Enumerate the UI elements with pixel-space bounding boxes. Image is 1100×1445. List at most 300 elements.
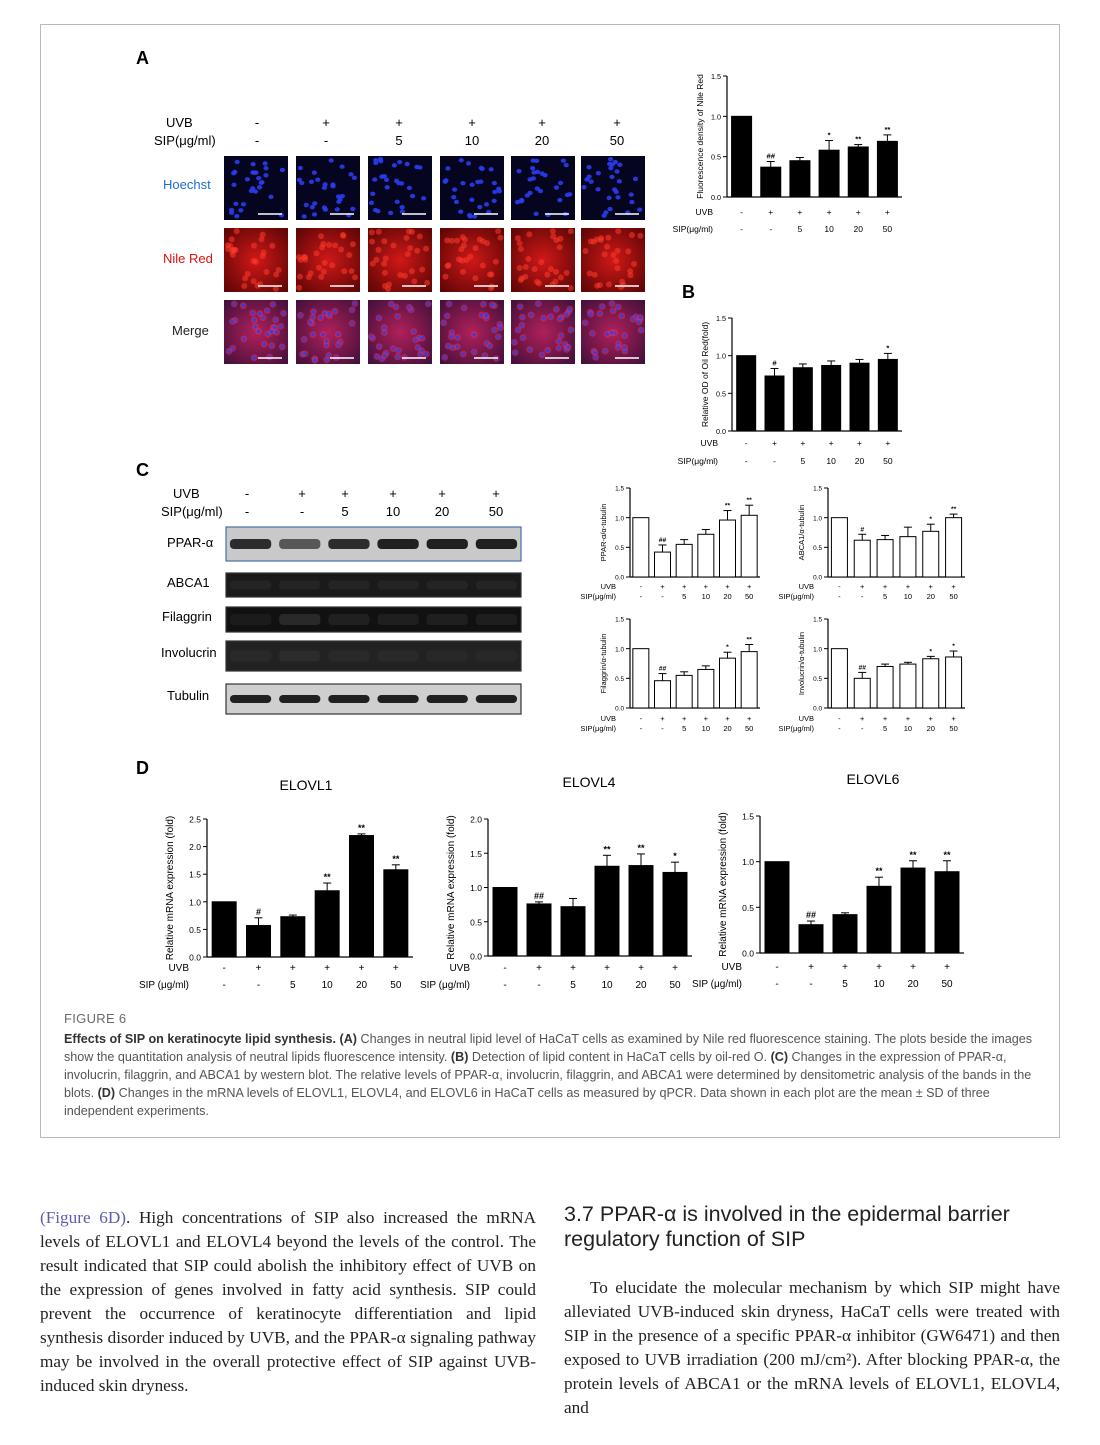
- bar: [629, 866, 653, 956]
- caption-tag-c: (C): [770, 1050, 789, 1064]
- uvb-sign: +: [928, 582, 933, 591]
- blot-band: [377, 581, 418, 590]
- uvb-row-label: UVB: [700, 438, 718, 448]
- sip-dose: 50: [744, 592, 754, 601]
- blot-band: [427, 539, 468, 549]
- uvb-row-label: UVB: [600, 714, 616, 723]
- sip-dose: -: [775, 979, 779, 990]
- sip-dose: 50: [390, 980, 402, 991]
- micrograph-tile: [440, 300, 504, 364]
- micrograph-tile: [511, 228, 575, 292]
- bar: [720, 520, 736, 577]
- micrograph-tile: [440, 156, 504, 220]
- sip-dose: 5: [341, 504, 349, 519]
- sip-dose: -: [639, 724, 643, 733]
- y-axis-label: Filaggrin/α-tubulin: [599, 633, 608, 694]
- micrograph-tile: [511, 300, 575, 364]
- y-tick-label: 0.0: [470, 951, 482, 962]
- uvb-sign: -: [775, 962, 779, 973]
- y-tick-label: 0.0: [813, 705, 822, 713]
- significance-mark: **: [323, 872, 331, 883]
- bar: [765, 862, 789, 953]
- sip-dose: -: [254, 133, 260, 148]
- y-axis-label: Involucrin/α-tubulin: [797, 631, 806, 696]
- significance-mark: **: [943, 849, 951, 860]
- significance-mark: **: [603, 844, 611, 855]
- blot-band: [377, 539, 418, 549]
- y-tick-label: 1.5: [470, 848, 482, 859]
- sip-dose: 50: [488, 504, 504, 519]
- stain-label-hoechst: Hoechst: [163, 177, 211, 192]
- right-paragraph: To elucidate the molecular mechanism by which SIP might have alleviated UVB-induced skin dryness, HaCaT cells were treated with SIP in the presence of a specific PPAR-α inhibitor (GW6471) and then exposed to UVB irradiation (200 mJ/cm²). After blocking PPAR-α, the protein levels of ABCA1 or the mRNA levels of ELOVL1, ELOVL4, and: [564, 1278, 1060, 1417]
- y-tick-label: 1.5: [710, 71, 721, 81]
- bar-chart-c3: [580, 617, 760, 733]
- significance-mark: **: [637, 842, 645, 853]
- bar: [900, 664, 916, 708]
- uvb-sign: +: [322, 115, 330, 130]
- bar: [663, 872, 687, 956]
- significance-mark: *: [726, 644, 729, 652]
- y-axis-label: Relative mRNA expression (fold): [165, 815, 176, 961]
- sip-dose: -: [861, 724, 864, 733]
- band-label-tubulin: Tubulin: [167, 688, 210, 703]
- uvb-sign: -: [639, 714, 643, 723]
- y-tick-label: 2.0: [189, 842, 201, 853]
- y-tick-label: 1.5: [615, 616, 624, 624]
- figure-6d-link[interactable]: (Figure 6D): [40, 1208, 126, 1227]
- band-label-ppar: PPAR-α: [167, 535, 214, 550]
- figure-6: [40, 24, 1058, 1014]
- y-tick-label: 0.0: [813, 574, 822, 582]
- bar: [561, 907, 585, 956]
- uvb-sign: +: [882, 714, 888, 723]
- bar: [720, 658, 736, 708]
- uvb-sign: +: [703, 714, 709, 723]
- y-tick-label: 0.5: [710, 152, 721, 162]
- bar: [923, 659, 939, 708]
- caption-tag-a: (A): [339, 1032, 357, 1046]
- bar: [633, 649, 649, 708]
- blot-band: [328, 614, 369, 625]
- sip-dose: 10: [824, 224, 834, 234]
- uvb-sign: +: [772, 438, 777, 448]
- uvb-sign: -: [838, 714, 841, 723]
- sip-dose: 10: [701, 592, 711, 601]
- significance-mark: *: [673, 851, 677, 862]
- micrograph-tile: [581, 300, 645, 364]
- uvb-sign: +: [613, 115, 621, 130]
- sip-dose: 20: [926, 724, 935, 733]
- significance-mark: *: [929, 516, 933, 524]
- uvb-sign: +: [538, 115, 546, 130]
- significance-mark: **: [746, 497, 752, 505]
- sip-dose: 50: [744, 724, 754, 733]
- bar: [315, 891, 339, 957]
- sip-dose: 5: [570, 980, 576, 991]
- bar: [281, 917, 305, 957]
- panel-label-a: A: [136, 48, 149, 68]
- sip-dose: -: [661, 724, 664, 733]
- sip-dose: -: [861, 592, 864, 601]
- bar: [867, 886, 891, 953]
- sip-dose: -: [503, 980, 507, 991]
- stain-label-merge: Merge: [172, 323, 209, 338]
- sip-dose: 50: [941, 979, 953, 990]
- body-text-right: [564, 1276, 1060, 1420]
- sip-dose: 50: [609, 133, 625, 148]
- sip-dose: 5: [797, 224, 803, 234]
- blot-band: [279, 539, 320, 549]
- y-tick-label: 2.0: [470, 814, 482, 825]
- sip-row-label: SIP (μg/ml): [419, 980, 470, 991]
- y-tick-label: 0.0: [742, 948, 754, 959]
- blot-band: [230, 581, 271, 590]
- bar-chart-b: [678, 314, 902, 466]
- sip-dose: 10: [385, 504, 401, 519]
- y-tick-label: 1.0: [742, 857, 754, 868]
- blot-band: [476, 614, 517, 625]
- chart-title-elovl1: ELOVL1: [279, 777, 333, 793]
- sip-dose: 5: [882, 592, 888, 601]
- blot-strip: [226, 641, 521, 671]
- uvb-sign: +: [951, 714, 956, 723]
- bar: [819, 150, 839, 197]
- sip-row-label: SIP(μg/ml): [672, 224, 713, 234]
- sip-dose: -: [256, 980, 261, 991]
- uvb-sign: +: [255, 963, 262, 974]
- sip-dose: 10: [464, 133, 480, 148]
- caption-text-b: Detection of lipid content in HaCaT cells by oil-red O.: [468, 1050, 771, 1064]
- uvb-sign: +: [660, 714, 665, 723]
- uvb-sign: +: [358, 963, 365, 974]
- y-axis-label: Relative OD of Oil Red(fold): [700, 321, 710, 428]
- significance-mark: #: [255, 906, 262, 917]
- micrograph-grid: [163, 156, 645, 364]
- sip-dose: 20: [723, 592, 732, 601]
- sip-dose: 20: [926, 592, 935, 601]
- bar: [527, 904, 551, 956]
- y-tick-label: 0.0: [615, 705, 624, 713]
- y-tick-label: 1.5: [715, 313, 726, 323]
- uvb-sign: +: [638, 963, 644, 974]
- significance-mark: *: [952, 643, 955, 651]
- significance-mark: ##: [858, 664, 867, 672]
- y-tick-label: 1.0: [189, 897, 201, 908]
- sip-row-label: SIP(μg/ml): [778, 724, 814, 733]
- blot-band: [377, 614, 418, 625]
- bar: [247, 926, 271, 957]
- uvb-sign: +: [905, 582, 911, 591]
- blot-band: [279, 651, 320, 662]
- sip-dose: 20: [635, 980, 647, 991]
- uvb-sign: +: [672, 963, 678, 974]
- significance-mark: #: [772, 358, 777, 368]
- significance-mark: *: [886, 343, 890, 353]
- band-label-abca1: ABCA1: [167, 575, 210, 590]
- bar: [732, 116, 752, 197]
- y-tick-label: 1.0: [470, 883, 482, 893]
- uvb-sign: +: [392, 963, 399, 974]
- bar: [901, 868, 925, 953]
- bar: [822, 365, 841, 431]
- caption-text-c: Changes in the expression of PPAR-α, involucrin, filaggrin, and ABCA1 by western blot. The relative levels of PPAR-α, involucrin, filaggrin, and ABCA1 were determined by densitometric analysis of the bands in the blots.: [64, 1050, 1032, 1100]
- caption-text-a: Changes in neutral lipid level of HaCaT cells as examined by Nile red fluorescence staining. The plots beside the images show the quantitation analysis of neutral lipids fluorescence intensity.: [64, 1032, 1033, 1064]
- sip-dose: -: [740, 224, 744, 234]
- uvb-sign: +: [703, 582, 709, 591]
- sip-dose: 50: [882, 224, 893, 234]
- bar: [676, 675, 692, 708]
- sip-dose: -: [838, 592, 841, 601]
- significance-mark: **: [392, 853, 400, 864]
- blot-band: [328, 581, 369, 590]
- bar: [741, 652, 757, 708]
- bar: [595, 866, 619, 956]
- y-axis-label: Fluorescence density of Nile Red: [695, 74, 705, 199]
- bar-chart-d2: [420, 815, 692, 992]
- sip-row-label-c: SIP(μg/ml): [161, 504, 223, 519]
- band-label-involucrin: Involucrin: [161, 645, 217, 660]
- sip-dose: 10: [826, 456, 836, 466]
- uvb-sign: +: [725, 714, 730, 723]
- sip-dose: 20: [434, 504, 450, 519]
- sip-dose: 10: [701, 724, 711, 733]
- sip-dose: -: [769, 224, 773, 234]
- blot-band: [476, 651, 517, 662]
- panel-label-c: C: [136, 460, 149, 480]
- bar: [741, 515, 757, 577]
- micrograph-tile: [511, 156, 575, 220]
- y-tick-label: 0.5: [813, 675, 822, 683]
- uvb-row-label: UVB: [695, 207, 713, 217]
- sip-dose: -: [323, 133, 329, 148]
- uvb-sign: +: [885, 438, 891, 448]
- bar: [765, 376, 784, 431]
- significance-mark: **: [855, 134, 862, 144]
- chart-title-elovl4: ELOVL4: [562, 774, 616, 790]
- band-label-filaggrin: Filaggrin: [162, 609, 212, 624]
- blot-band: [476, 539, 517, 549]
- bar: [935, 872, 959, 953]
- uvb-sign: -: [244, 486, 250, 501]
- y-tick-label: 1.5: [742, 811, 754, 822]
- uvb-sign: +: [928, 714, 933, 723]
- blot-strip: [226, 573, 521, 597]
- sip-dose: 10: [903, 592, 913, 601]
- left-paragraph: . High concentrations of SIP also increased the mRNA levels of ELOVL1 and ELOVL4 beyond the levels of the control. The result indicated that SIP could abolish the inhibitory effect of UVB on the expression of genes involved in fatty acid synthesis. SIP could prevent the occurrence of keratinocyte differentiation and lipid synthesis disorder induced by UVB, and the PPAR-α signaling pathway may be involved in the overall protective effect of SIP against UVB-induced skin dryness.: [40, 1208, 536, 1395]
- bar: [923, 531, 939, 577]
- uvb-sign: -: [503, 963, 507, 974]
- uvb-sign: +: [944, 962, 950, 973]
- y-tick-label: 0.0: [710, 192, 721, 202]
- y-tick-label: 0.5: [615, 675, 624, 683]
- sip-dose: 20: [534, 133, 550, 148]
- uvb-sign: +: [882, 582, 888, 591]
- sip-dose: 10: [873, 979, 885, 990]
- sip-dose: 5: [682, 592, 687, 601]
- bar-chart-d3: [692, 812, 964, 991]
- sip-dose: 10: [601, 980, 613, 991]
- uvb-sign: +: [860, 714, 865, 723]
- sip-row-label: SIP(μg/ml): [677, 456, 718, 466]
- micrograph-tile: [368, 300, 432, 364]
- uvb-sign: +: [746, 714, 752, 723]
- sip-row-label: SIP(μg/ml): [580, 592, 616, 601]
- micrograph-tile: [368, 156, 432, 220]
- blot-band: [230, 651, 271, 662]
- bar: [633, 518, 649, 577]
- uvb-sign: +: [298, 486, 306, 501]
- sip-dose: -: [744, 456, 748, 466]
- micrograph-tile: [224, 300, 288, 364]
- uvb-sign: -: [744, 438, 748, 448]
- micrograph-tile: [224, 156, 288, 220]
- sip-dose: -: [661, 592, 664, 601]
- uvb-sign: +: [800, 438, 806, 448]
- significance-mark: **: [357, 822, 366, 833]
- blot-band: [279, 581, 320, 590]
- bar: [793, 368, 812, 431]
- significance-mark: *: [929, 648, 933, 656]
- sip-row-label: SIP(μg/ml): [778, 592, 814, 601]
- uvb-row-label-c: UVB: [173, 486, 200, 501]
- significance-mark: ##: [658, 536, 667, 544]
- blot-band: [427, 581, 468, 590]
- bar: [877, 141, 897, 197]
- blot-band: [377, 695, 418, 703]
- blot-band: [476, 581, 517, 590]
- uvb-sign: +: [857, 438, 862, 448]
- sip-dose: 50: [949, 592, 958, 601]
- panel-c-treatment-header: [161, 486, 503, 519]
- blot-band: [230, 539, 271, 549]
- y-tick-label: 0.5: [470, 917, 482, 928]
- sip-dose: -: [299, 504, 305, 519]
- uvb-sign: +: [910, 962, 916, 973]
- caption-tag-b: (B): [450, 1050, 469, 1064]
- bar: [350, 836, 374, 957]
- bar: [698, 669, 714, 708]
- y-tick-label: 0.5: [615, 544, 624, 552]
- uvb-sign: -: [254, 115, 260, 130]
- sip-row-label: SIP (μg/ml): [691, 979, 742, 990]
- bar-chart-c1: [580, 486, 760, 601]
- y-tick-label: 1.5: [615, 485, 624, 493]
- sip-dose: 10: [321, 980, 333, 991]
- sip-dose: 20: [854, 456, 865, 466]
- figure-label: FIGURE 6: [64, 1011, 127, 1026]
- sip-dose: 5: [882, 724, 888, 733]
- uvb-sign: +: [341, 486, 349, 501]
- bar: [655, 681, 671, 708]
- bar: [854, 678, 870, 708]
- bar: [877, 666, 893, 708]
- sip-dose: -: [838, 724, 841, 733]
- y-tick-label: 2.5: [189, 814, 201, 825]
- uvb-sign: +: [681, 582, 687, 591]
- y-tick-label: 0.5: [813, 544, 822, 552]
- bar: [676, 544, 692, 577]
- y-tick-label: 1.0: [615, 515, 624, 523]
- bar: [833, 915, 857, 953]
- uvb-sign: -: [222, 963, 226, 974]
- y-axis-label: Relative mRNA expression (fold): [446, 815, 457, 960]
- uvb-sign: +: [725, 582, 730, 591]
- bar: [878, 359, 897, 431]
- uvb-row-label: UVB: [168, 963, 189, 974]
- sip-dose: 50: [949, 724, 958, 733]
- significance-mark: **: [884, 124, 891, 134]
- uvb-row-label: UVB: [798, 714, 814, 723]
- uvb-sign: +: [842, 962, 848, 973]
- sip-dose: 20: [853, 224, 863, 234]
- uvb-sign: +: [860, 582, 865, 591]
- uvb-sign: +: [660, 582, 665, 591]
- uvb-sign: +: [324, 963, 331, 974]
- bar: [900, 537, 916, 577]
- bar: [790, 161, 810, 197]
- sip-dose: 20: [907, 979, 919, 990]
- uvb-row-label: UVB: [166, 115, 193, 130]
- sip-dose: 5: [290, 980, 296, 991]
- uvb-sign: +: [905, 714, 911, 723]
- uvb-sign: +: [951, 582, 956, 591]
- bar: [493, 888, 517, 957]
- y-tick-label: 1.0: [813, 515, 822, 523]
- blot-strip: [226, 684, 521, 714]
- uvb-sign: +: [797, 207, 803, 217]
- significance-mark: **: [746, 636, 752, 644]
- uvb-sign: -: [838, 582, 841, 591]
- blot-strip: [226, 527, 521, 561]
- blot-band: [279, 695, 320, 703]
- uvb-sign: +: [570, 963, 576, 974]
- significance-mark: **: [950, 506, 957, 514]
- bar: [761, 167, 781, 197]
- y-tick-label: 1.0: [710, 112, 721, 122]
- y-tick-label: 1.5: [813, 485, 822, 493]
- micrograph-tile: [368, 228, 432, 292]
- sip-dose: -: [537, 980, 541, 991]
- blot-band: [328, 695, 369, 703]
- y-tick-label: 0.5: [715, 389, 726, 399]
- bar: [848, 147, 868, 197]
- y-tick-label: 1.0: [813, 646, 822, 654]
- y-tick-label: 0.5: [742, 902, 754, 913]
- uvb-sign: -: [639, 582, 643, 591]
- micrograph-tile: [224, 228, 288, 292]
- blot-band: [230, 695, 271, 703]
- significance-mark: #: [860, 526, 865, 534]
- caption-lead: Effects of SIP on keratinocyte lipid synthesis.: [64, 1032, 340, 1046]
- sip-dose: 50: [883, 456, 893, 466]
- sip-row-label: SIP(μg/ml): [580, 724, 616, 733]
- western-blot: [161, 527, 521, 714]
- y-tick-label: 1.0: [715, 351, 726, 361]
- y-tick-label: 1.0: [615, 646, 624, 654]
- uvb-sign: +: [389, 486, 397, 501]
- sip-dose: 5: [800, 456, 806, 466]
- uvb-sign: +: [876, 962, 882, 973]
- panel-a-treatment-header: [154, 115, 624, 148]
- sip-dose: 5: [842, 979, 848, 990]
- blot-band: [427, 651, 468, 662]
- blot-band: [377, 651, 418, 662]
- panel-label-d: D: [136, 758, 149, 778]
- significance-mark: ##: [533, 890, 545, 901]
- uvb-row-label: UVB: [798, 582, 814, 591]
- uvb-sign: +: [828, 438, 834, 448]
- sip-dose: -: [244, 504, 250, 519]
